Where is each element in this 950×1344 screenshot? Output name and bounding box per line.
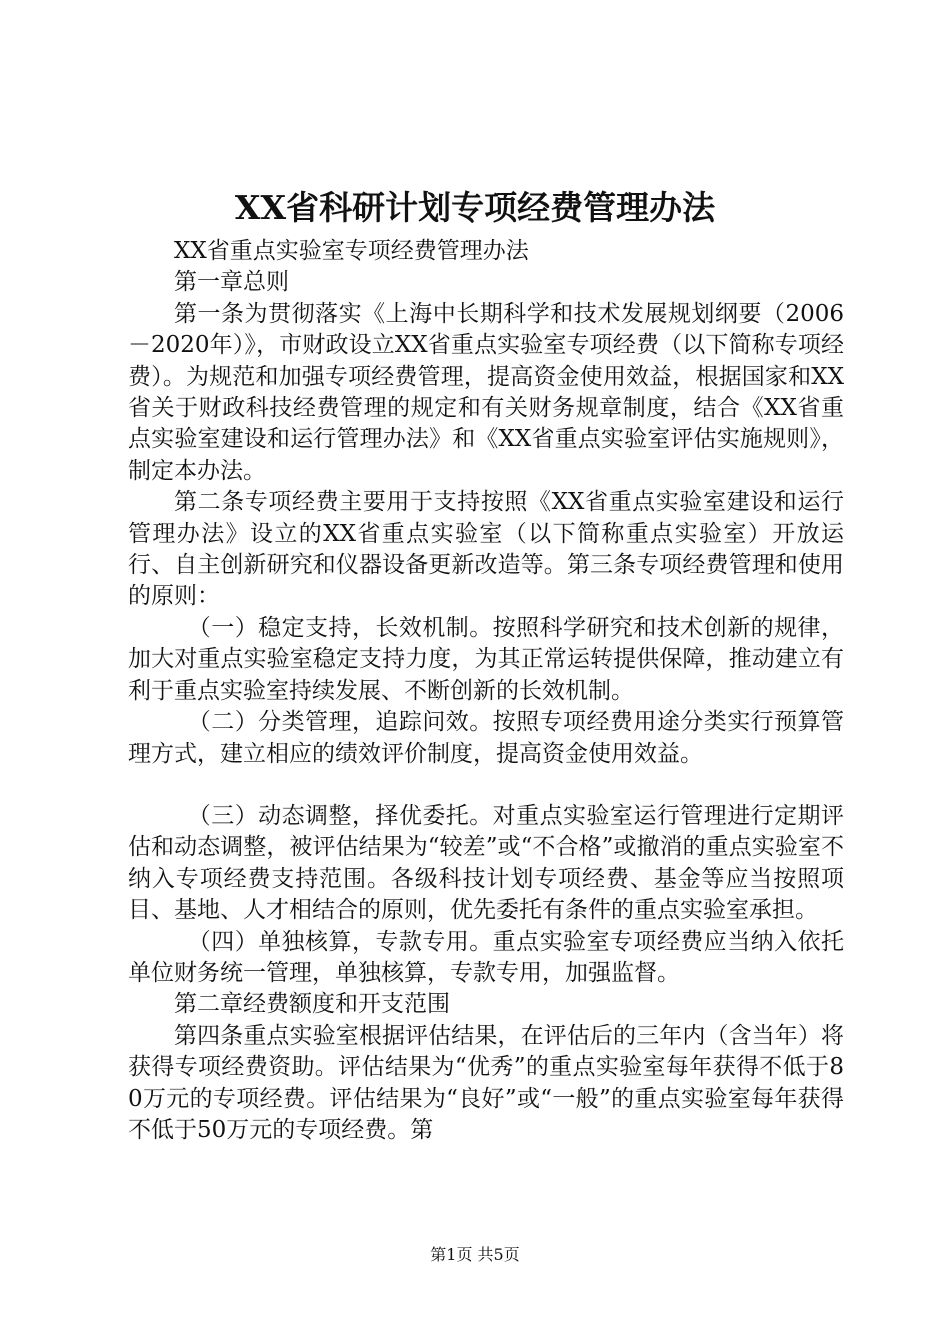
- paragraph-principle-3: （三）动态调整，择优委托。对重点实验室运行管理进行定期评估和动态调整，被评估结果为“较差”或“不合格”或撤消的重点实验室不纳入专项经费支持范围。各级科技计划专项经费、基金等应当按照项目、基地、人才相结合的原则，优先委托有条件的重点实验室承担。: [128, 802, 844, 924]
- paragraph-subtitle: XX省重点实验室专项经费管理办法: [174, 238, 529, 264]
- paragraph-principle-1: （一）稳定支持，长效机制。按照科学研究和技术创新的规律，加大对重点实验室稳定支持力度，为其正常运转提供保障，推动建立有利于重点实验室持续发展、不断创新的长效机制。: [128, 614, 844, 704]
- paragraph-chapter-2: 第二章经费额度和开支范围: [174, 991, 450, 1018]
- paragraph-chapter-1: 第一章总则: [174, 269, 289, 296]
- document-title: XX省科研计划专项经费管理办法: [234, 188, 716, 227]
- document-body: [128, 236, 844, 1146]
- paragraph-article-2-3: 第二条专项经费主要用于支持按照《XX省重点实验室建设和运行管理办法》设立的XX省重点实验室（以下简称重点实验室）开放运行、自主创新研究和仪器设备更新改造等。第三条专项经费管理和使用的原则：: [128, 489, 844, 610]
- paragraph-principle-4: （四）单独核算，专款专用。重点实验室专项经费应当纳入依托单位财务统一管理，单独核算，专款专用，加强监督。: [128, 928, 844, 986]
- paragraph-principle-2: （二）分类管理，追踪问效。按照专项经费用途分类实行预算管理方式，建立相应的绩效评价制度，提高资金使用效益。: [128, 709, 844, 767]
- page-footer: 第1页 共5页: [430, 1245, 520, 1264]
- paragraph-article-4: 第四条重点实验室根据评估结果，在评估后的三年内（含当年）将获得专项经费资助。评估结果为“优秀”的重点实验室每年获得不低于80万元的专项经费。评估结果为“良好”或“一般”的重点实验室每年获得不低于50万元的专项经费。第: [128, 1022, 844, 1143]
- paragraph-article-1: 第一条为贯彻落实《上海中长期科学和技术发展规划纲要（2006－2020年）》，市财政设立XX省重点实验室专项经费（以下简称专项经费）。为规范和加强专项经费管理，提高资金使用效益，根据国家和XX省关于财政科技经费管理的规定和有关财务规章制度，结合《XX省重点实验室建设和运行管理办法》和《XX省重点实验室评估实施规则》，制定本办法。: [128, 300, 844, 484]
